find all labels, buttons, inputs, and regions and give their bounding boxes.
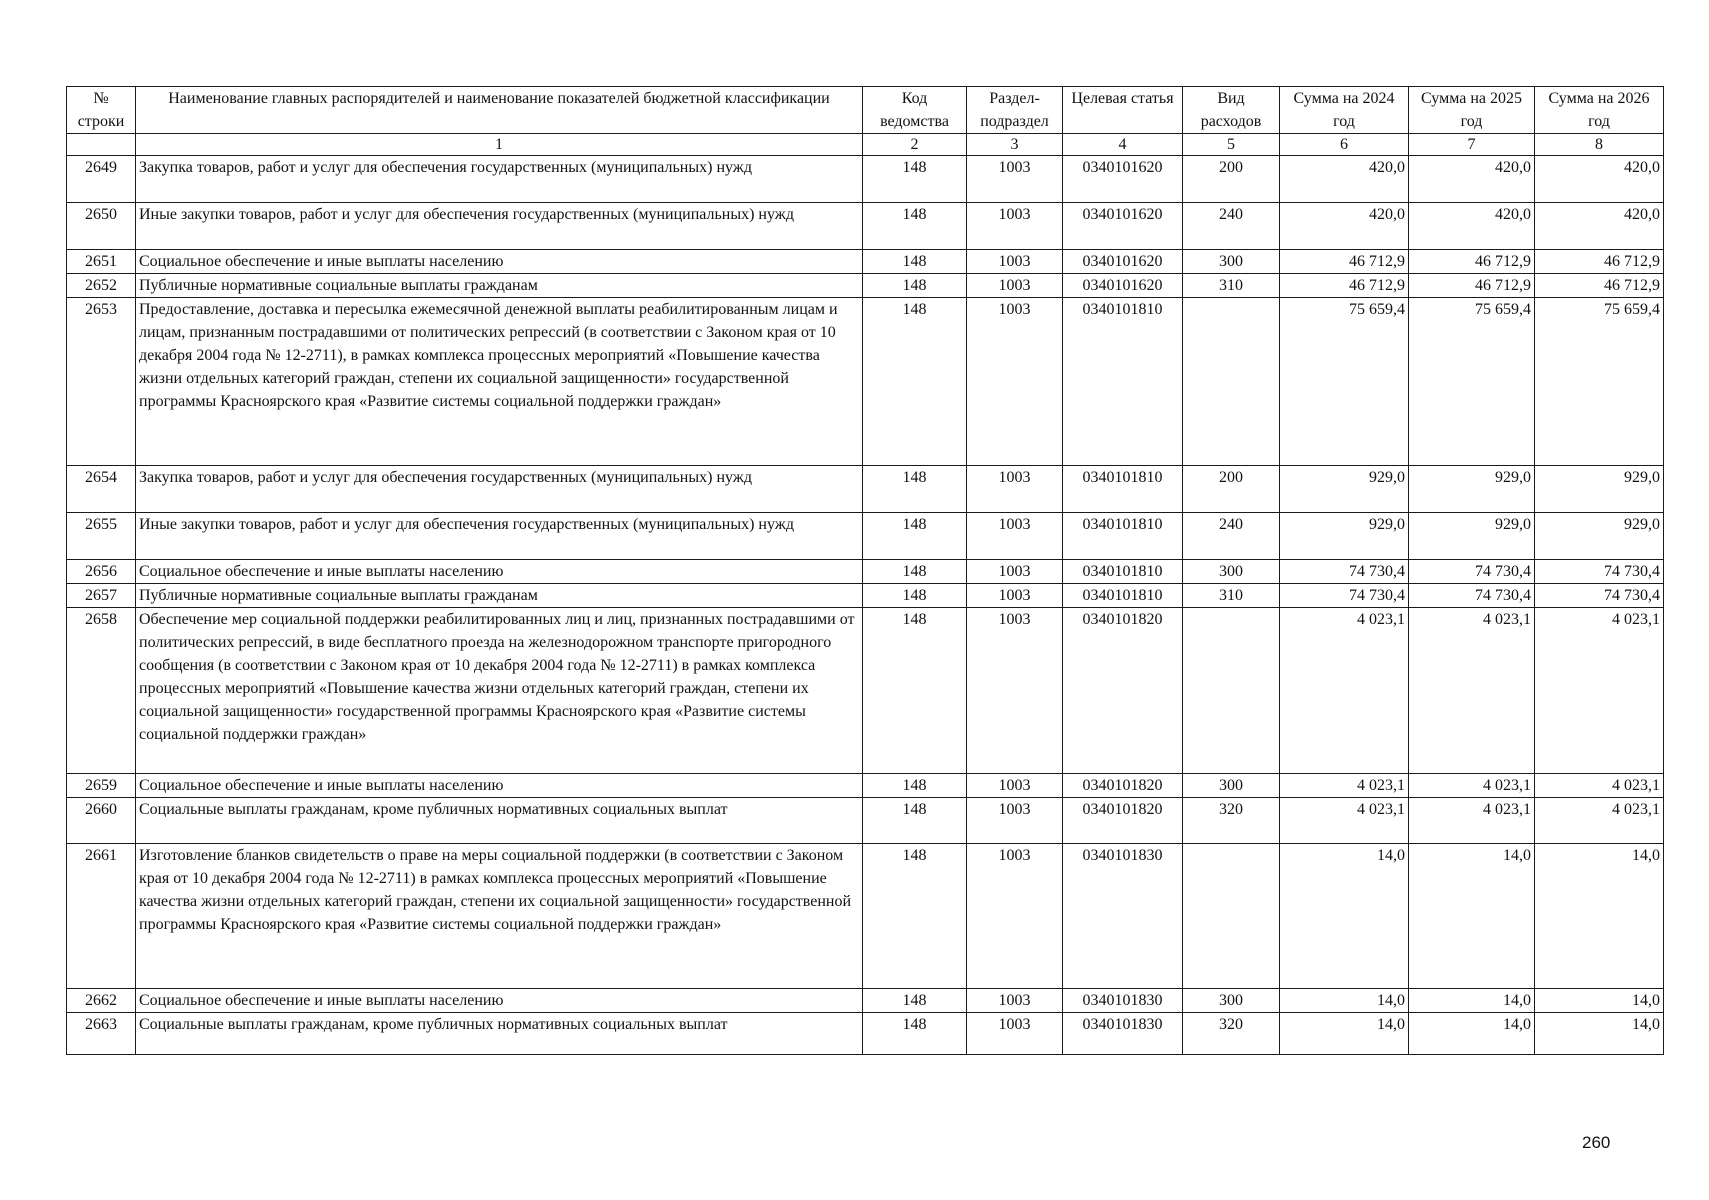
row-expense-type: 300 (1183, 989, 1280, 1013)
row-number: 2654 (67, 466, 136, 513)
row-sum-2025: 420,0 (1409, 203, 1535, 250)
row-sum-2026: 929,0 (1535, 466, 1664, 513)
row-target: 0340101830 (1063, 1013, 1183, 1055)
table-row (67, 989, 1664, 1013)
row-name: Закупка товаров, работ и услуг для обеспечения государственных (муниципальных) нужд (136, 156, 863, 203)
row-dept-code: 148 (863, 798, 967, 844)
table-row (67, 844, 1664, 989)
row-sum-2025: 46 712,9 (1409, 274, 1535, 298)
row-expense-type: 240 (1183, 513, 1280, 560)
row-expense-type (1183, 844, 1280, 989)
column-number: 3 (967, 134, 1063, 156)
column-number: 1 (136, 134, 863, 156)
row-expense-type: 310 (1183, 274, 1280, 298)
table-row (67, 798, 1664, 844)
column-number: 2 (863, 134, 967, 156)
row-number: 2652 (67, 274, 136, 298)
row-number: 2655 (67, 513, 136, 560)
row-dept-code: 148 (863, 774, 967, 798)
row-name: Социальное обеспечение и иные выплаты населению (136, 989, 863, 1013)
header-row (67, 87, 1664, 134)
row-name: Социальное обеспечение и иные выплаты населению (136, 774, 863, 798)
row-sum-2025: 46 712,9 (1409, 250, 1535, 274)
row-sum-2024: 74 730,4 (1280, 560, 1409, 584)
row-expense-type: 320 (1183, 798, 1280, 844)
row-sum-2025: 4 023,1 (1409, 798, 1535, 844)
row-sum-2025: 4 023,1 (1409, 608, 1535, 774)
row-target: 0340101810 (1063, 560, 1183, 584)
row-number: 2657 (67, 584, 136, 608)
row-expense-type: 300 (1183, 774, 1280, 798)
row-dept-code: 148 (863, 608, 967, 774)
row-sum-2025: 4 023,1 (1409, 774, 1535, 798)
row-name: Социальные выплаты гражданам, кроме публичных нормативных социальных выплат (136, 1013, 863, 1055)
row-target: 0340101620 (1063, 250, 1183, 274)
row-dept-code: 148 (863, 513, 967, 560)
table-row (67, 274, 1664, 298)
row-sum-2024: 46 712,9 (1280, 250, 1409, 274)
row-sum-2024: 75 659,4 (1280, 298, 1409, 466)
row-number: 2656 (67, 560, 136, 584)
row-sum-2026: 420,0 (1535, 203, 1664, 250)
table-row (67, 203, 1664, 250)
row-expense-type: 300 (1183, 250, 1280, 274)
budget-table (66, 86, 1664, 1055)
row-sum-2025: 14,0 (1409, 844, 1535, 989)
row-sum-2025: 929,0 (1409, 513, 1535, 560)
header-section: Раздел-подраздел (967, 87, 1063, 134)
row-name: Публичные нормативные социальные выплаты гражданам (136, 584, 863, 608)
row-section: 1003 (967, 774, 1063, 798)
row-section: 1003 (967, 274, 1063, 298)
row-section: 1003 (967, 298, 1063, 466)
row-expense-type: 300 (1183, 560, 1280, 584)
table-row (67, 1013, 1664, 1055)
row-sum-2025: 75 659,4 (1409, 298, 1535, 466)
row-expense-type (1183, 298, 1280, 466)
row-sum-2026: 75 659,4 (1535, 298, 1664, 466)
row-sum-2024: 14,0 (1280, 989, 1409, 1013)
row-sum-2025: 420,0 (1409, 156, 1535, 203)
row-number: 2649 (67, 156, 136, 203)
row-sum-2024: 929,0 (1280, 466, 1409, 513)
row-expense-type: 200 (1183, 156, 1280, 203)
row-target: 0340101830 (1063, 844, 1183, 989)
table-row (67, 584, 1664, 608)
row-number: 2660 (67, 798, 136, 844)
header-name: Наименование главных распорядителей и наименование показателей бюджетной классификации (136, 87, 863, 134)
row-sum-2024: 420,0 (1280, 203, 1409, 250)
row-dept-code: 148 (863, 274, 967, 298)
column-number: 8 (1535, 134, 1664, 156)
row-sum-2026: 14,0 (1535, 844, 1664, 989)
table-row (67, 156, 1664, 203)
row-sum-2025: 929,0 (1409, 466, 1535, 513)
row-name: Закупка товаров, работ и услуг для обеспечения государственных (муниципальных) нужд (136, 466, 863, 513)
row-sum-2024: 4 023,1 (1280, 774, 1409, 798)
row-name: Социальное обеспечение и иные выплаты населению (136, 250, 863, 274)
row-sum-2025: 14,0 (1409, 1013, 1535, 1055)
header-sum-2025: Сумма на 2025 год (1409, 87, 1535, 134)
row-expense-type: 310 (1183, 584, 1280, 608)
row-number: 2661 (67, 844, 136, 989)
header-expense-type: Вид расходов (1183, 87, 1280, 134)
column-number-row (67, 134, 1664, 156)
row-target: 0340101820 (1063, 798, 1183, 844)
header-dept-code: Код ведомства (863, 87, 967, 134)
row-name: Социальное обеспечение и иные выплаты населению (136, 560, 863, 584)
row-section: 1003 (967, 250, 1063, 274)
row-dept-code: 148 (863, 298, 967, 466)
row-name: Обеспечение мер социальной поддержки реабилитированных лиц и лиц, признанных пострадавшими от политических репрессий, в виде бесплатного проезда на железнодорожном транспорте пригородного сообщения (в соответствии с Законом края от 10 декабря 2004 года № 12-2711) в рамках комплекса процессных мероприятий «Повышение качества жизни отдельных категорий граждан, степени их социальной защищенности» государственной программы Красноярского края «Развитие системы социальной поддержки граждан» (136, 608, 863, 774)
row-dept-code: 148 (863, 203, 967, 250)
row-sum-2026: 74 730,4 (1535, 560, 1664, 584)
row-section: 1003 (967, 844, 1063, 989)
row-expense-type: 320 (1183, 1013, 1280, 1055)
column-number: 6 (1280, 134, 1409, 156)
row-name: Изготовление бланков свидетельств о праве на меры социальной поддержки (в соответствии с Законом края от 10 декабря 2004 года № 12-2711) в рамках комплекса процессных мероприятий «Повышение качества жизни отдельных категорий граждан, степени их социальной защищенности» государственной программы Красноярского края «Развитие системы социальной поддержки граждан» (136, 844, 863, 989)
table-row (67, 466, 1664, 513)
row-target: 0340101810 (1063, 466, 1183, 513)
row-sum-2026: 4 023,1 (1535, 774, 1664, 798)
row-sum-2024: 4 023,1 (1280, 798, 1409, 844)
row-section: 1003 (967, 513, 1063, 560)
row-sum-2024: 420,0 (1280, 156, 1409, 203)
table-row (67, 560, 1664, 584)
row-expense-type: 200 (1183, 466, 1280, 513)
row-sum-2024: 14,0 (1280, 844, 1409, 989)
row-name: Социальные выплаты гражданам, кроме публичных нормативных социальных выплат (136, 798, 863, 844)
table-row (67, 513, 1664, 560)
row-sum-2026: 46 712,9 (1535, 274, 1664, 298)
table-row (67, 298, 1664, 466)
row-name: Иные закупки товаров, работ и услуг для обеспечения государственных (муниципальных) нужд (136, 203, 863, 250)
table-row (67, 774, 1664, 798)
row-name: Публичные нормативные социальные выплаты гражданам (136, 274, 863, 298)
row-section: 1003 (967, 798, 1063, 844)
row-number: 2650 (67, 203, 136, 250)
row-section: 1003 (967, 608, 1063, 774)
row-sum-2024: 929,0 (1280, 513, 1409, 560)
row-sum-2024: 74 730,4 (1280, 584, 1409, 608)
row-sum-2026: 420,0 (1535, 156, 1664, 203)
row-expense-type: 240 (1183, 203, 1280, 250)
row-sum-2025: 14,0 (1409, 989, 1535, 1013)
row-number: 2663 (67, 1013, 136, 1055)
row-dept-code: 148 (863, 250, 967, 274)
row-section: 1003 (967, 989, 1063, 1013)
row-target: 0340101820 (1063, 774, 1183, 798)
row-target: 0340101810 (1063, 584, 1183, 608)
row-dept-code: 148 (863, 844, 967, 989)
row-section: 1003 (967, 560, 1063, 584)
row-sum-2024: 46 712,9 (1280, 274, 1409, 298)
row-sum-2026: 929,0 (1535, 513, 1664, 560)
column-number: 5 (1183, 134, 1280, 156)
header-sum-2024: Сумма на 2024 год (1280, 87, 1409, 134)
header-sum-2026: Сумма на 2026 год (1535, 87, 1664, 134)
row-section: 1003 (967, 1013, 1063, 1055)
header-row-no: № строки (67, 87, 136, 134)
row-dept-code: 148 (863, 466, 967, 513)
header-target: Целевая статья (1063, 87, 1183, 134)
budget-sheet (66, 86, 1664, 1055)
row-section: 1003 (967, 584, 1063, 608)
row-number: 2651 (67, 250, 136, 274)
row-dept-code: 148 (863, 156, 967, 203)
row-sum-2024: 14,0 (1280, 1013, 1409, 1055)
row-section: 1003 (967, 156, 1063, 203)
row-expense-type (1183, 608, 1280, 774)
row-name: Предоставление, доставка и пересылка ежемесячной денежной выплаты реабилитированным лицам и лицам, признанным пострадавшими от политических репрессий (в соответствии с Законом края от 10 декабря 2004 года № 12-2711), в рамках комплекса процессных мероприятий «Повышение качества жизни отдельных категорий граждан, степени их социальной защищенности» государственной программы Красноярского края «Развитие системы социальной поддержки граждан» (136, 298, 863, 466)
row-sum-2026: 14,0 (1535, 1013, 1664, 1055)
column-number: 7 (1409, 134, 1535, 156)
row-number: 2658 (67, 608, 136, 774)
row-dept-code: 148 (863, 584, 967, 608)
row-sum-2026: 14,0 (1535, 989, 1664, 1013)
row-sum-2026: 4 023,1 (1535, 798, 1664, 844)
row-number: 2662 (67, 989, 136, 1013)
row-sum-2025: 74 730,4 (1409, 560, 1535, 584)
page-number: 260 (1582, 1133, 1611, 1152)
row-sum-2026: 74 730,4 (1535, 584, 1664, 608)
row-sum-2026: 46 712,9 (1535, 250, 1664, 274)
row-number: 2653 (67, 298, 136, 466)
row-target: 0340101620 (1063, 203, 1183, 250)
row-sum-2024: 4 023,1 (1280, 608, 1409, 774)
row-target: 0340101810 (1063, 298, 1183, 466)
row-section: 1003 (967, 203, 1063, 250)
row-target: 0340101820 (1063, 608, 1183, 774)
row-target: 0340101830 (1063, 989, 1183, 1013)
row-sum-2025: 74 730,4 (1409, 584, 1535, 608)
row-dept-code: 148 (863, 560, 967, 584)
table-row (67, 250, 1664, 274)
table-row (67, 608, 1664, 774)
row-target: 0340101620 (1063, 274, 1183, 298)
row-dept-code: 148 (863, 1013, 967, 1055)
row-number: 2659 (67, 774, 136, 798)
column-number: 4 (1063, 134, 1183, 156)
row-sum-2026: 4 023,1 (1535, 608, 1664, 774)
row-section: 1003 (967, 466, 1063, 513)
row-dept-code: 148 (863, 989, 967, 1013)
column-number (67, 134, 136, 156)
row-target: 0340101620 (1063, 156, 1183, 203)
row-target: 0340101810 (1063, 513, 1183, 560)
row-name: Иные закупки товаров, работ и услуг для обеспечения государственных (муниципальных) нужд (136, 513, 863, 560)
